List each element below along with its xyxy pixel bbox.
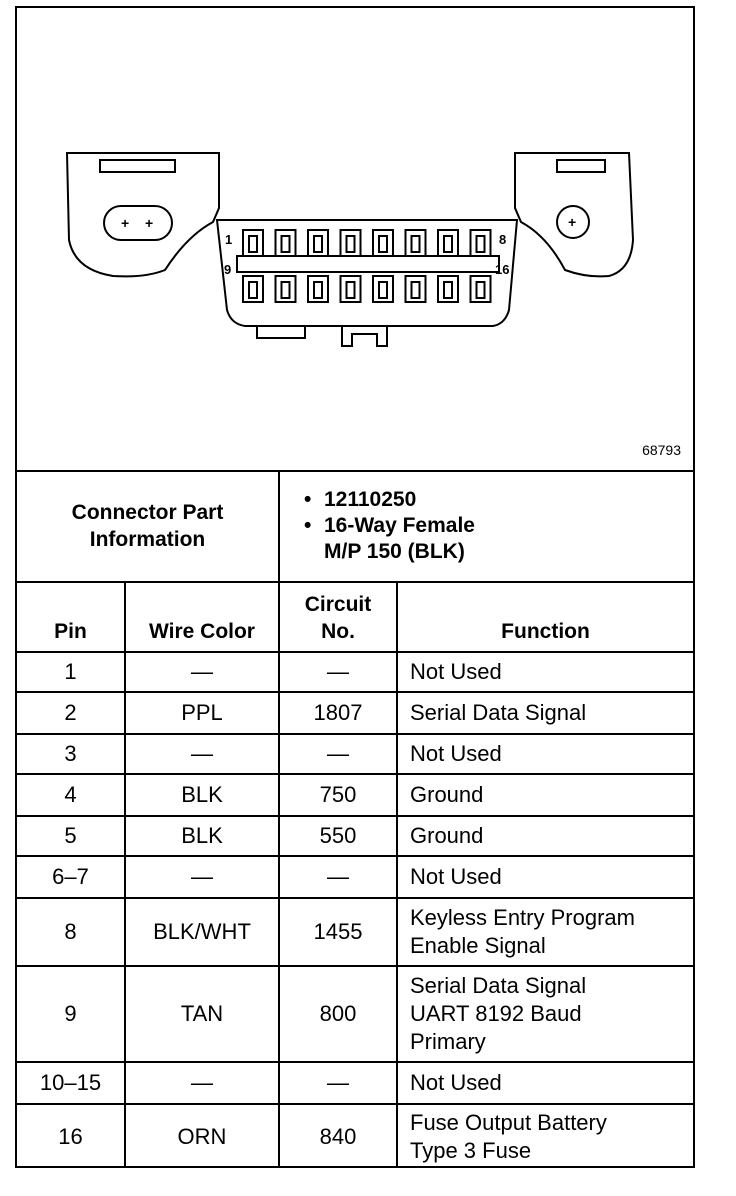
wire-color-cell: — — [125, 856, 279, 898]
connector-info-values — [279, 470, 693, 582]
header-function: Function — [397, 582, 693, 652]
header-circuit-line1: Circuit — [304, 593, 372, 616]
table-row — [17, 856, 693, 898]
circuit-cell: — — [279, 734, 397, 774]
function-line: Serial Data Signal — [410, 700, 587, 725]
wire-color-cell: BLK — [125, 816, 279, 856]
connector-type-line1: • 16-Way Female — [324, 513, 693, 539]
function-cell — [397, 966, 693, 1062]
pin-label-8: 8 — [499, 232, 507, 247]
circuit-cell: 1807 — [279, 692, 397, 734]
pin-slot-top-3 — [314, 236, 322, 252]
wire-color-cell: BLK/WHT — [125, 898, 279, 966]
pin-cell: 10–15 — [17, 1062, 125, 1104]
pin-cell: 5 — [17, 816, 125, 856]
header-wire-color: Wire Color — [125, 582, 279, 652]
function-cell — [397, 734, 693, 774]
pin-slot-bottom-5 — [379, 282, 387, 298]
figure-id: 68793 — [642, 442, 681, 458]
header-circuit-line2: No. — [321, 620, 355, 643]
function-cell — [397, 692, 693, 734]
table-row — [17, 1104, 693, 1168]
document-frame — [15, 6, 695, 1168]
circuit-cell: — — [279, 856, 397, 898]
connector-info-row — [17, 470, 693, 582]
function-line: Primary — [410, 1029, 486, 1054]
function-cell — [397, 1062, 693, 1104]
function-line: Type 3 Fuse — [410, 1137, 532, 1163]
function-line: Keyless Entry Program — [410, 905, 635, 930]
pin-cell: 9 — [17, 966, 125, 1062]
pin-slot-top-4 — [347, 236, 355, 252]
function-line: Not Used — [410, 1070, 502, 1095]
pin-slot-bottom-4 — [347, 282, 355, 298]
circuit-cell: 800 — [279, 966, 397, 1062]
wire-color-cell: TAN — [125, 966, 279, 1062]
wire-color-cell: — — [125, 1062, 279, 1104]
table-row — [17, 734, 693, 774]
pin-slot-bottom-2 — [282, 282, 290, 298]
function-line: Not Used — [410, 864, 502, 889]
function-line: Ground — [410, 782, 484, 807]
wire-color-cell: BLK — [125, 774, 279, 816]
function-line: Ground — [410, 823, 484, 848]
pin-cell: 4 — [17, 774, 125, 816]
header-circuit — [279, 582, 397, 652]
connector-drawing — [17, 8, 693, 470]
pin-label-9: 9 — [224, 262, 232, 277]
pin-slot-top-6 — [412, 236, 420, 252]
function-line: Not Used — [410, 741, 502, 766]
table-row — [17, 652, 693, 692]
part-number: • 12110250 — [324, 487, 693, 513]
pin-slot-bottom-8 — [477, 282, 485, 298]
connector-type-line2: M/P 150 (BLK) — [324, 539, 465, 563]
pin-slot-bottom-7 — [444, 282, 452, 298]
table-row — [17, 692, 693, 734]
table-row — [17, 816, 693, 856]
function-cell — [397, 1104, 693, 1168]
pin-slot-top-8 — [477, 236, 485, 252]
function-cell — [397, 898, 693, 966]
function-line: Not Used — [410, 659, 502, 684]
circuit-cell: 1455 — [279, 898, 397, 966]
pin-cell: 1 — [17, 652, 125, 692]
right-hole-plus: + — [568, 214, 577, 230]
table-row — [17, 966, 693, 1062]
circuit-cell: — — [279, 1062, 397, 1104]
pin-slot-bottom-3 — [314, 282, 322, 298]
connector-table — [17, 470, 693, 1168]
function-line: Fuse Output Battery — [410, 1109, 607, 1135]
circuit-cell: 840 — [279, 1104, 397, 1168]
connector-info-label — [17, 470, 279, 582]
pin-slot-bottom-1 — [249, 282, 257, 298]
function-line: UART 8192 Baud — [410, 1001, 582, 1026]
function-cell — [397, 652, 693, 692]
connector-info-label-line2: Information — [89, 527, 206, 551]
wire-color-cell: — — [125, 652, 279, 692]
pin-slot-top-2 — [282, 236, 290, 252]
pin-slot-top-7 — [444, 236, 452, 252]
function-cell — [397, 856, 693, 898]
connector-diagram — [17, 8, 693, 472]
table-header-row — [17, 582, 693, 652]
pin-slot-bottom-6 — [412, 282, 420, 298]
function-cell — [397, 774, 693, 816]
table-row — [17, 1062, 693, 1104]
pin-slot-top-5 — [379, 236, 387, 252]
pin-cell: 3 — [17, 734, 125, 774]
pin-cell: 2 — [17, 692, 125, 734]
function-line: Enable Signal — [410, 933, 546, 958]
wire-color-cell: ORN — [125, 1104, 279, 1168]
pin-label-16: 16 — [495, 262, 510, 277]
pin-cell: 16 — [17, 1104, 125, 1168]
connector-info-label-line1: Connector Part — [71, 500, 224, 524]
left-hole-plus-b: + — [145, 215, 154, 231]
pin-slot-top-1 — [249, 236, 257, 252]
wire-color-cell: PPL — [125, 692, 279, 734]
pin-label-1: 1 — [225, 232, 233, 247]
table-row — [17, 898, 693, 966]
circuit-cell: 550 — [279, 816, 397, 856]
circuit-cell: — — [279, 652, 397, 692]
wire-color-cell: — — [125, 734, 279, 774]
left-hole-plus-a: + — [121, 215, 130, 231]
circuit-cell: 750 — [279, 774, 397, 816]
function-cell — [397, 816, 693, 856]
function-line: Serial Data Signal — [410, 973, 587, 998]
pin-cell: 8 — [17, 898, 125, 966]
table-row — [17, 774, 693, 816]
header-pin: Pin — [17, 582, 125, 652]
pin-cell: 6–7 — [17, 856, 125, 898]
